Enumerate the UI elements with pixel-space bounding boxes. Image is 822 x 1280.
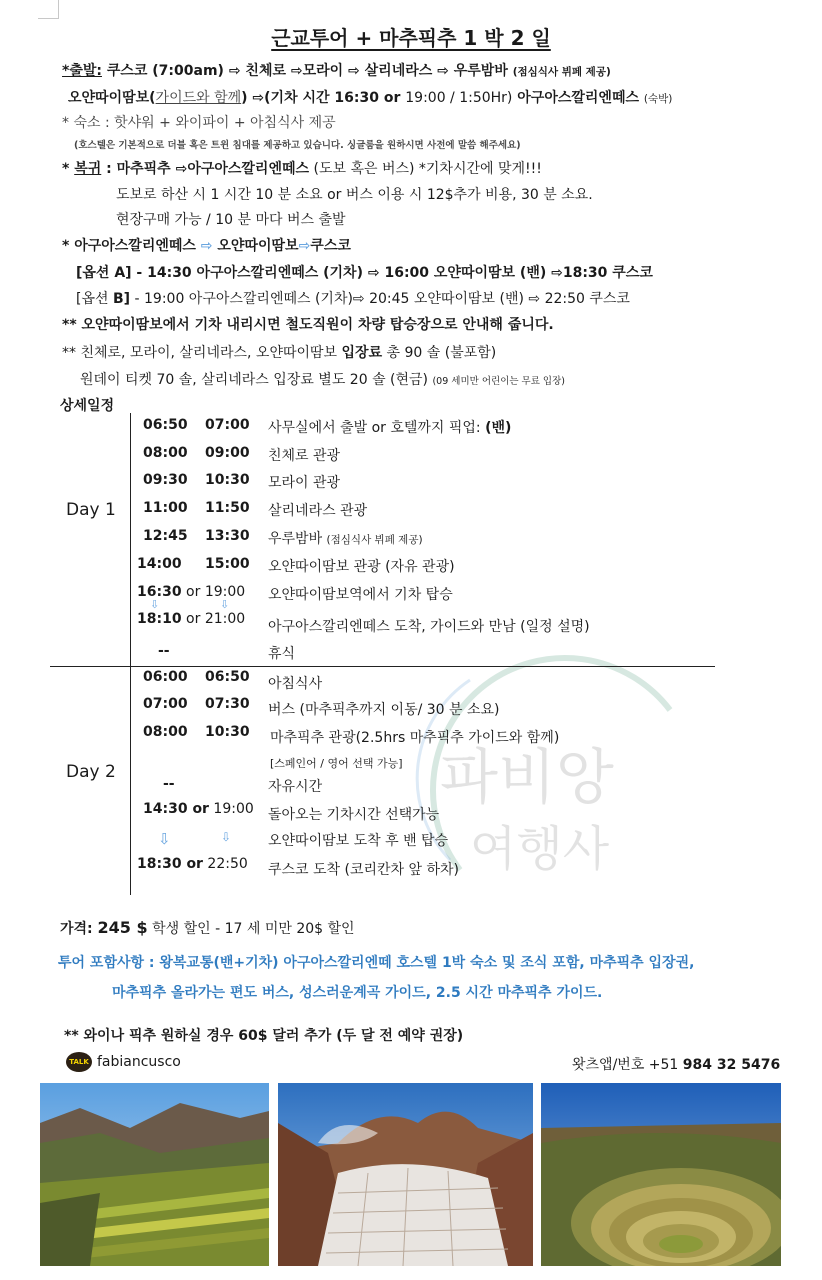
price-label: 가격: (60, 921, 98, 937)
start-time: 06:00 (143, 669, 188, 685)
return-asterisk: * (62, 161, 75, 177)
activity: 오얀따이땀보 관광 (자유 관광) (268, 559, 455, 575)
end-time: 09:00 (205, 445, 250, 461)
departure-line-2 (68, 87, 672, 107)
end-time: 07:00 (205, 417, 250, 433)
activity: 돌아오는 기차시간 선택가능 (268, 807, 440, 823)
fee-total: 총 90 솔 (불포함) (382, 345, 497, 361)
photo-salineras (278, 1083, 533, 1266)
dep-or: or (181, 584, 205, 600)
end-time: 11:50 (205, 500, 250, 516)
activity: 휴식 (268, 646, 296, 662)
start-time: -- (158, 643, 170, 659)
lodging-note: (호스텔은 기본적으로 더블 혹은 트윈 침대를 제공하고 있습니다. 싱글룸을 원하시면 사전에 말씀 해주세요) (74, 140, 521, 151)
train-arrival-times (137, 611, 245, 627)
activity-text: 사무실에서 출발 or 호텔까지 픽업: (268, 420, 486, 436)
route-arrow-2: ⇨ (298, 238, 311, 254)
down-arrow-icon: ⇩ (158, 830, 171, 848)
start-time: -- (163, 776, 175, 792)
whatsapp-label: 왓츠앱/번호 +51 (572, 1057, 683, 1073)
route-aguas: * 아구아스깔리엔떼스 (62, 238, 201, 254)
activity-text: 우루밤바 (268, 531, 327, 547)
start-time: 06:50 (143, 417, 188, 433)
activity: 오얀따이땀보역에서 기차 탑승 (268, 587, 453, 603)
wayna-note: ** 와이나 픽추 원하실 경우 60$ 달러 추가 (두 달 전 예약 권장) (64, 1028, 464, 1044)
dep-time-b: 19:00 (204, 584, 246, 600)
child-free-note: (09 세미만 어린이는 무료 입장) (432, 376, 565, 387)
return-line (62, 158, 542, 178)
salineras-image (278, 1083, 533, 1266)
terraces-image (40, 1083, 269, 1266)
end-time: 15:00 (205, 556, 250, 572)
return-time-a: 14:30 or (143, 801, 209, 817)
arrive-time-a: 18:30 or (137, 856, 203, 872)
return-train-times (143, 801, 254, 817)
departure-route: 쿠스코 (7:00am) ⇨ 친체로 ⇨모라이 ⇨ 살리네라스 ⇨ 우루밤바 (101, 63, 513, 79)
option-b-prefix: [옵션 (76, 291, 113, 307)
end-time: 10:30 (205, 724, 250, 740)
return-walk-info: 도보로 하산 시 1 시간 10 분 소요 or 버스 이용 시 12$추가 비용, 30 분 소요. (116, 187, 593, 203)
lunch-note: (점심식사 뷔페 제공) (326, 534, 423, 546)
down-arrow-icon: ⇩ (220, 598, 230, 611)
whatsapp-number: 984 32 5476 (682, 1057, 781, 1073)
departure-line-1 (62, 60, 611, 80)
option-b (76, 288, 630, 308)
activity-vehicle: (밴) (485, 420, 512, 436)
price-line (60, 918, 355, 938)
ticket-note (80, 369, 565, 389)
day-2-label: Day 2 (66, 762, 116, 782)
route-arrow-1: ⇨ (200, 238, 213, 254)
activity: 자유시간 (268, 779, 323, 795)
whatsapp-contact (572, 1054, 780, 1074)
activity: 아구아스깔리엔떼스 도착, 가이드와 만남 (일정 설명) (268, 619, 590, 635)
down-arrow-icon: ⇩ (150, 598, 160, 611)
dep-time-a: 16:30 (137, 584, 182, 600)
aguas-calientes: 아구아스깔리엔떼스 (512, 90, 644, 106)
return-method: (도보 혹은 버스) *기차시간에 맞게!!! (309, 161, 542, 177)
train-time-alt: 19:00 / 1:50Hr) (405, 90, 513, 106)
route-line (62, 235, 351, 255)
activity: 친체로 관광 (268, 448, 341, 464)
fee-note (62, 342, 496, 362)
page-corner-mark (38, 0, 59, 19)
discount-note: 학생 할인 - 17 세 미만 20$ 할인 (147, 921, 355, 937)
fee-sites: ** 친체로, 모라이, 살리네라스, 오얀따이땀보 (62, 345, 342, 361)
activity: 쿠스코 도착 (코리칸차 앞 하차) (268, 862, 460, 878)
return-route: : 마추픽추 ⇨아구아스깔리엔떼스 (101, 161, 310, 177)
start-time: 14:00 (137, 556, 182, 572)
schedule-divider-horizontal (50, 666, 715, 667)
end-time: 06:50 (205, 669, 250, 685)
arr-time-a: 18:10 (137, 611, 182, 627)
down-arrow-icon: ⇩ (221, 830, 232, 844)
departure-label: *출발: (62, 63, 102, 79)
option-b-route: - 19:00 아구아스깔리엔떼스 (기차)⇨ 20:45 오얀따이땀보 (밴) ⇨ 22:50 쿠스코 (130, 291, 630, 307)
included-line-1: 투어 포함사항 : 왕복교통(밴+기차) 아구아스깔리엔떼 호스텔 1박 숙소 및 조식 포함, 마추픽추 입장권, (58, 955, 695, 971)
activity: 살리네라스 관광 (268, 503, 368, 519)
ticket-info: 원데이 티켓 70 솔, 살리네라스 입장료 별도 20 솔 (현금) (80, 372, 433, 388)
kakao-id: fabiancusco (97, 1054, 181, 1070)
kakao-talk-icon: TALK (66, 1052, 92, 1072)
activity: 모라이 관광 (268, 475, 341, 491)
return-time-b: 19:00 (208, 801, 254, 817)
schedule-heading: 상세일정 (60, 398, 115, 414)
start-time: 12:45 (143, 528, 188, 544)
option-b-letter: B] (112, 291, 131, 307)
end-time: 10:30 (205, 472, 250, 488)
watermark-text-2: 여행사 (470, 821, 610, 877)
end-time: 13:30 (205, 528, 250, 544)
route-ollantaytambo: 오얀따이땀보 (212, 238, 299, 254)
arr-time-b: 21:00 (204, 611, 246, 627)
staff-note: ** 오얀따이땀보에서 기차 내리시면 철도직원이 차량 탑승장으로 안내해 줍니다. (62, 317, 554, 333)
activity: 오얀따이땀보 도착 후 밴 탑승 (268, 833, 449, 849)
arrive-times (137, 856, 248, 872)
included-line-2: 마추픽추 올라가는 편도 버스, 성스러운계곡 가이드, 2.5 시간 마추픽추 가이드. (112, 985, 603, 1001)
photo-moray (541, 1083, 781, 1266)
price-amount: 245 $ (97, 918, 148, 937)
photo-terraces (40, 1083, 269, 1266)
start-time: 08:00 (143, 724, 188, 740)
start-time: 07:00 (143, 696, 188, 712)
day-1-label: Day 1 (66, 500, 116, 520)
return-bus-info: 현장구매 가능 / 10 분 마다 버스 출발 (116, 212, 346, 228)
return-label: 복귀 (74, 161, 102, 177)
moray-image (541, 1083, 781, 1266)
activity (268, 528, 423, 548)
lunch-note: (점심식사 뷔페 제공) (512, 66, 611, 78)
start-time: 09:30 (143, 472, 188, 488)
route-cusco: 쿠스코 (310, 238, 351, 254)
arr-or: or (181, 611, 205, 627)
page-title: 근교투어 + 마추픽추 1 박 2 일 (271, 26, 551, 50)
activity: 아침식사 (268, 676, 323, 692)
start-time: 11:00 (143, 500, 188, 516)
watermark-text-1: 파비앙 (440, 743, 614, 813)
language-note: [스페인어 / 영어 선택 가능] (270, 757, 403, 770)
fee-label: 입장료 (341, 345, 383, 361)
lodging-line: * 숙소 : 핫샤워 + 와이파이 + 아침식사 제공 (62, 115, 336, 131)
activity: 버스 (마추픽추까지 이동/ 30 분 소요) (268, 702, 500, 718)
train-time-label: ) ⇨(기차 시간 16:30 or (241, 90, 406, 106)
guide-note: 가이드와 함께 (155, 90, 242, 106)
activity (268, 417, 511, 437)
overnight-note: (숙박) (643, 93, 673, 105)
end-time: 07:30 (205, 696, 250, 712)
departure-ollantaytambo: 오얀따이땀보( (68, 90, 156, 106)
activity: 마추픽추 관광(2.5hrs 마추픽추 가이드와 함께) (270, 730, 560, 746)
option-a: [옵션 A] - 14:30 아구아스깔리엔떼스 (기차) ⇨ 16:00 오얀따이땀보 (밴) ⇨18:30 쿠스코 (76, 265, 653, 281)
arrive-time-b: 22:50 (202, 856, 248, 872)
schedule-divider-vertical (130, 413, 131, 895)
start-time: 08:00 (143, 445, 188, 461)
